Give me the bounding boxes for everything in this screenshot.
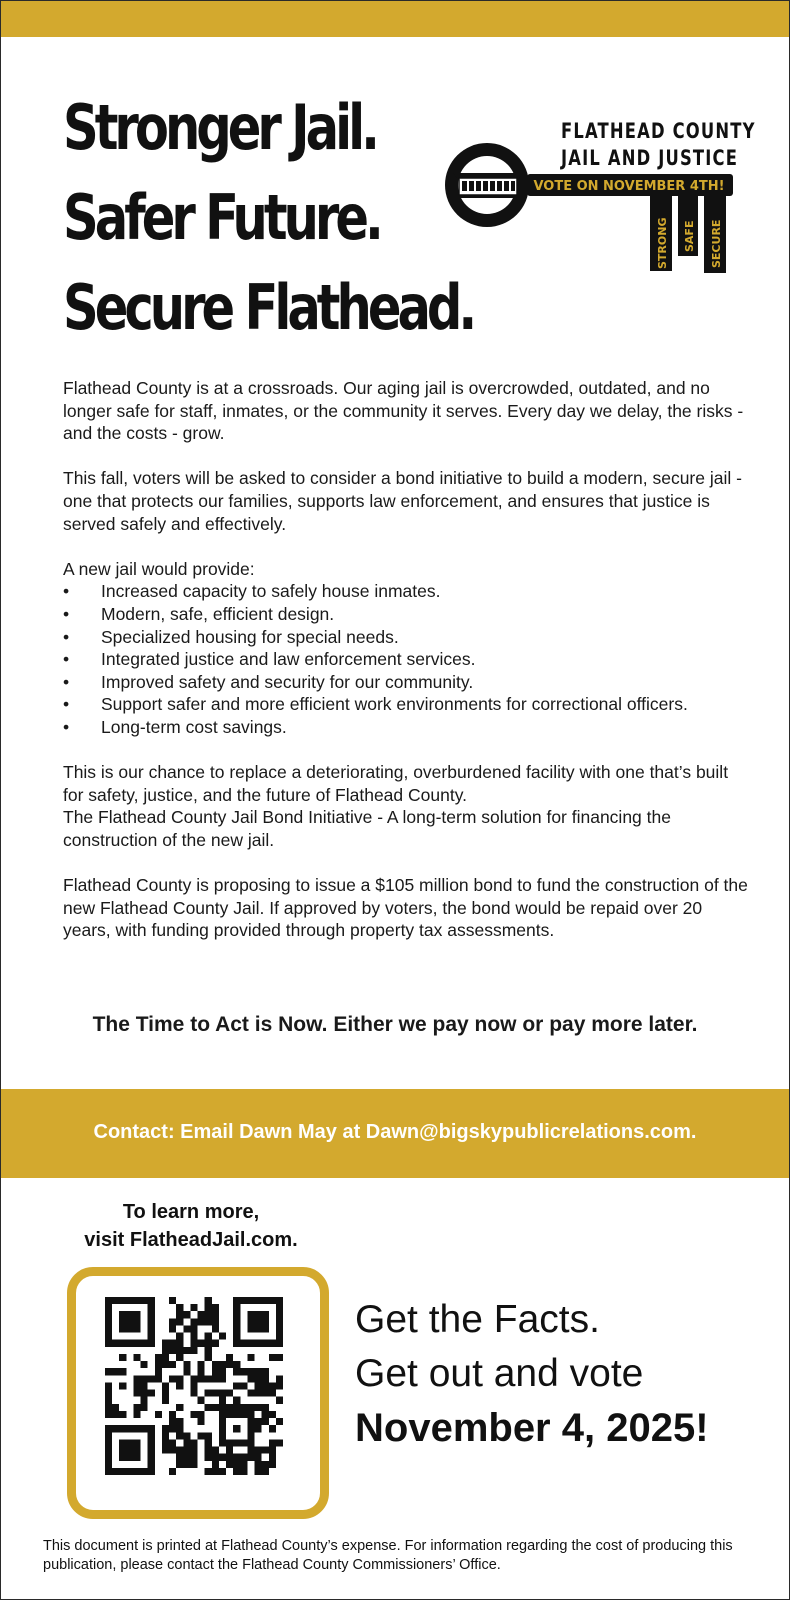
paragraph-bond-amount: Flathead County is proposing to issue a $105 million bond to fund the construction of the new Flathead County Jail. If approved by voters, the bond would be repaid over 20 years, with funding provided through property tax assessments. (63, 875, 748, 941)
logo-tag-safe: SAFE (683, 220, 696, 252)
call-to-action-callout: The Time to Act is Now. Either we pay now or pay more later. (92, 1013, 698, 1036)
top-gold-bar (1, 1, 789, 37)
benefits-list (63, 580, 753, 738)
list-item: • Specialized housing for special needs. (63, 626, 753, 649)
list-item: • Support safer and more efficient work environments for correctional officers. (63, 693, 753, 716)
contact-text[interactable]: Contact: Email Dawn May at Dawn@bigskypublicrelations.com. (93, 1121, 697, 1143)
flathead-jail-logo (439, 113, 756, 283)
list-item: • Improved safety and security for our community. (63, 671, 753, 694)
qr-code-frame (67, 1267, 329, 1519)
key-icon (439, 113, 744, 283)
learn-more-link[interactable]: visit FlatheadJail.com. (84, 1229, 298, 1251)
logo-banner-text: VOTE ON NOVEMBER 4TH! (533, 179, 725, 194)
headline-line-1: Stronger Jail. (63, 91, 376, 164)
headline (63, 83, 473, 353)
jail-building-icon (453, 173, 523, 198)
learn-more-line-1: To learn more, (122, 1201, 260, 1223)
logo-tag-strong: STRONG (656, 217, 669, 269)
learn-more (41, 1198, 341, 1254)
logo-line-1: FLATHEAD COUNTY (561, 119, 756, 143)
paragraph-bond-initiative: This fall, voters will be asked to consider a bond initiative to build a modern, secure jail - one that protects our families, supports law enforcement, and ensures that justice is served safely and effectively. (63, 468, 742, 534)
contact-bar (1, 1089, 789, 1178)
list-item: • Increased capacity to safely house inmates. (63, 580, 753, 603)
logo-tag-secure: SECURE (710, 219, 723, 268)
get-the-facts (355, 1293, 709, 1455)
qr-code-icon[interactable] (105, 1297, 283, 1475)
paragraph-bond-solution: The Flathead County Jail Bond Initiative - A long-term solution for financing the construction of the new jail. (63, 807, 671, 850)
list-item: • Modern, safe, efficient design. (63, 603, 753, 626)
logo-line-2: JAIL AND JUSTICE (561, 146, 739, 170)
paragraph-chance: This is our chance to replace a deteriorating, overburdened facility with one that’s built for safety, justice, and the future of Flathead County. (63, 762, 729, 805)
body-text (63, 377, 753, 964)
paragraph-crossroads: Flathead County is at a crossroads. Our aging jail is overcrowded, outdated, and no longer safe for staff, inmates, or the community it serves. Every day we delay, the risks - and the costs - grow. (63, 378, 744, 444)
headline-line-3: Secure Flathead. (63, 271, 474, 344)
footer-disclaimer: This document is printed at Flathead County’s expense. For information regarding the cost of producing this publication, please contact the Flathead County Commissioners’ Office. (43, 1538, 733, 1573)
list-item: • Integrated justice and law enforcement services. (63, 648, 753, 671)
headline-line-2: Safer Future. (63, 181, 380, 254)
vote-date: November 4, 2025! (355, 1406, 709, 1450)
list-intro: A new jail would provide: (63, 558, 255, 579)
cta-line-1: Get the Facts. (355, 1298, 600, 1341)
cta-line-2: Get out and vote (355, 1352, 644, 1395)
list-item: • Long-term cost savings. (63, 716, 753, 739)
